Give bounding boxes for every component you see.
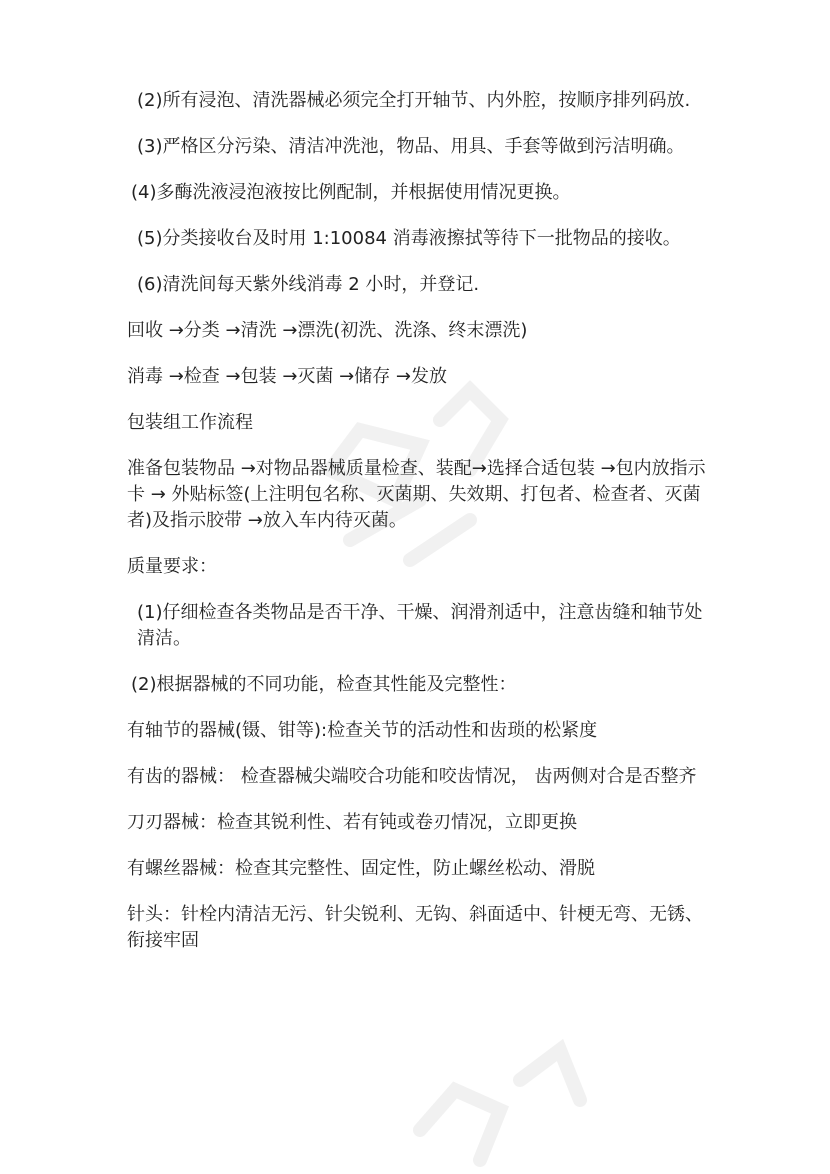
paragraph-14: 有齿的器械： 检查器械尖端咬合功能和咬齿情况， 齿两侧对合是否整齐 [127,766,697,787]
paragraph-12: (2)根据器械的不同功能，检查其性能及完整性： [131,674,517,695]
paragraph-6: 回收 →分类 →清洗 →漂洗(初洗、洗涤、终末漂洗) [127,320,528,341]
paragraph-11: (1)仔细检查各类物品是否干净、干燥、润滑剂适中，注意齿缝和轴节处清洁。 [137,602,703,649]
paragraph-1: (2)所有浸泡、清洗器械必须完全打开轴节、内外腔，按顺序排列码放. [137,90,691,111]
paragraph-7: 消毒 →检查 →包装 →灭菌 →储存 →发放 [127,366,448,387]
paragraph-4: (5)分类接收台及时用 1:10084 消毒液擦拭等待下一批物品的接收。 [137,228,681,249]
paragraph-9: 准备包装物品 →对物品器械质量检查、装配→选择合适包装 →包内放指示卡 → 外贴标签(上注明包名称、灭菌期、失效期、打包者、检查者、灭菌者)及指示胶带 →放入车内待灭菌。 [127,458,706,531]
paragraph-3: (4)多酶洗液浸泡液按比例配制，并根据使用情况更换。 [131,182,571,203]
document-body [127,88,717,974]
paragraph-2: (3)严格区分污染、清洁冲洗池，物品、用具、手套等做到污洁明确。 [137,136,685,157]
paragraph-17: 针头：针栓内清洁无污、针尖锐利、无钩、斜面适中、针梗无弯、无锈、衔接牢固 [127,904,703,951]
paragraph-16: 有螺丝器械：检查其完整性、固定性，防止螺丝松动、滑脱 [127,858,595,879]
watermark-seal-bottom [420,1050,580,1160]
paragraph-5: (6)清洗间每天紫外线消毒 2 小时，并登记. [137,274,480,295]
quality-heading: 质量要求： [127,556,217,577]
paragraph-15: 刀刃器械：检查其锐利性、若有钝或卷刃情况，立即更换 [127,812,577,833]
section-heading: 包装组工作流程 [127,412,253,433]
paragraph-13: 有轴节的器械(镊、钳等):检查关节的活动性和齿琐的松紧度 [127,720,598,741]
